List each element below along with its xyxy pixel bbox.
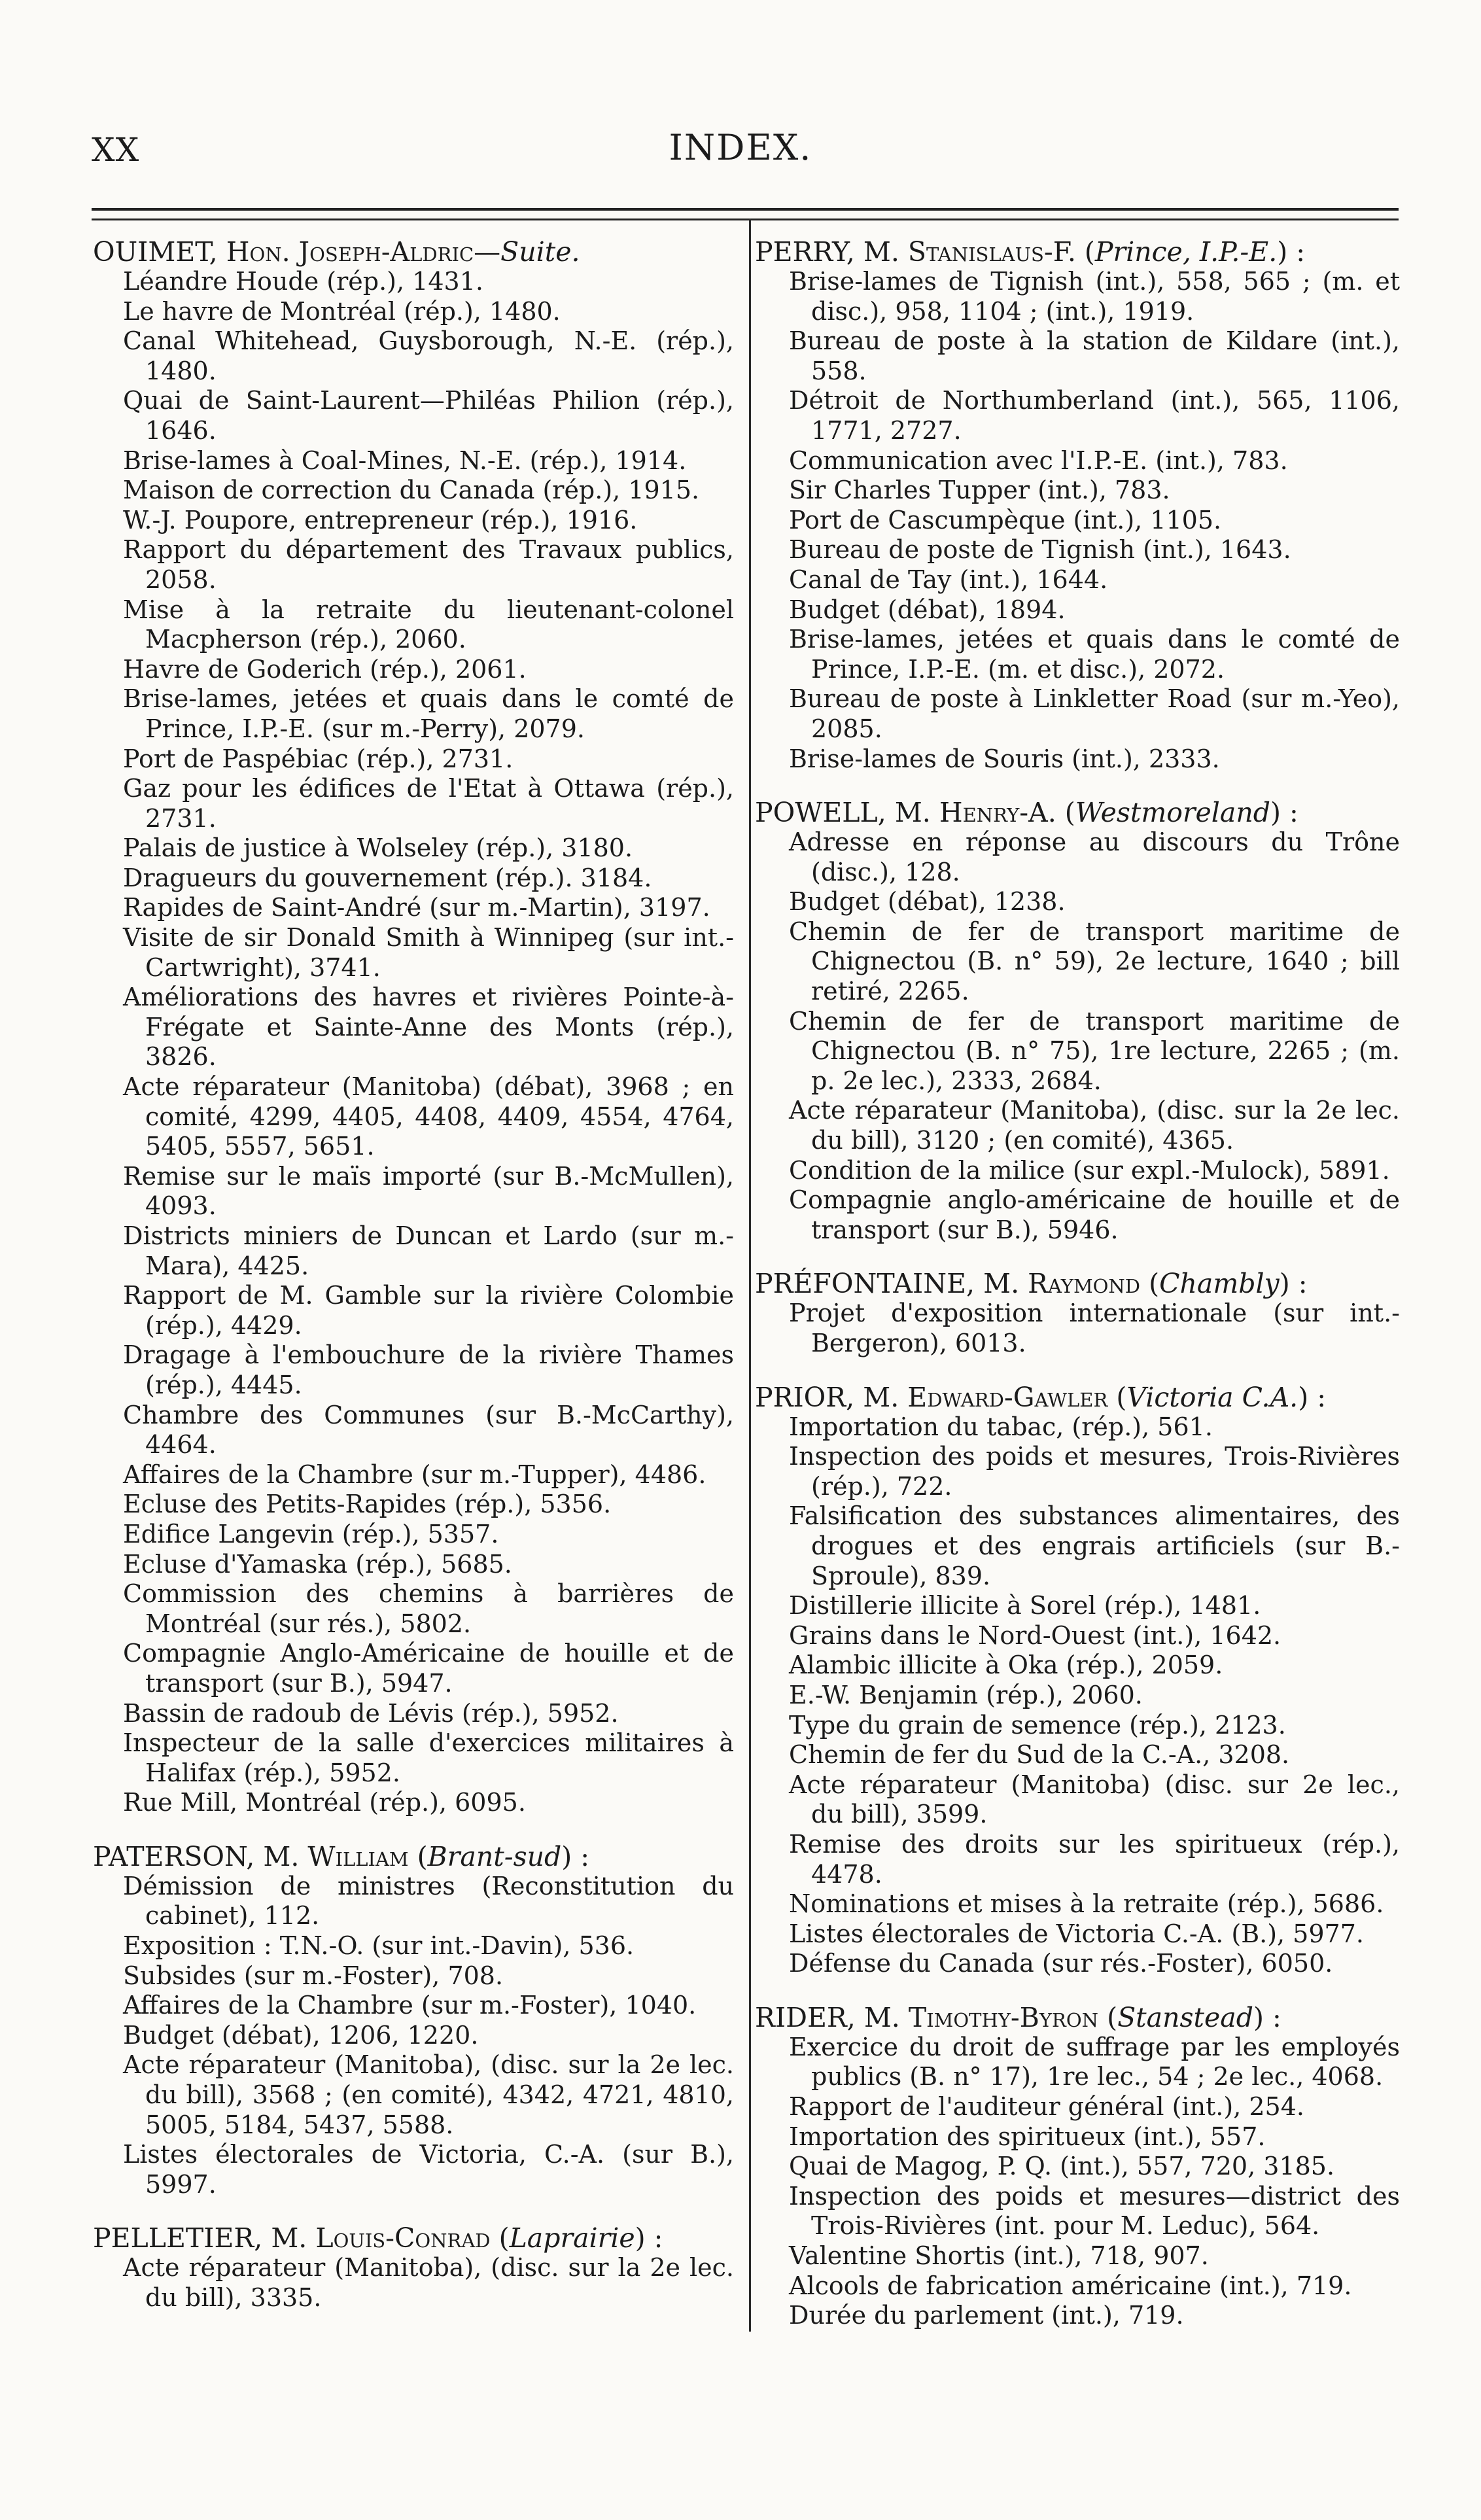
member-title: M. Edward-Gawler bbox=[863, 1381, 1108, 1413]
index-entry bbox=[755, 797, 1400, 1245]
member-surname: PRÉFONTAINE, bbox=[755, 1268, 975, 1300]
heading-separator: ( bbox=[1075, 236, 1095, 268]
header-rule-top bbox=[92, 208, 1399, 211]
index-item: Durée du parlement (int.), 719. bbox=[789, 2301, 1184, 2330]
index-item: Brise-lames à Coal-Mines, N.-E. (rép.), 1914. bbox=[123, 446, 687, 475]
header-rule-bottom bbox=[92, 219, 1399, 220]
index-item: Brise-lames, jetées et quais dans le comté de Prince, I.P.-E. (sur m.-Perry), 2079. bbox=[123, 684, 734, 743]
member-heading bbox=[93, 237, 734, 267]
index-item: Inspection des poids et mesures—district des Trois-Rivières (int. pour M. Leduc), 564. bbox=[789, 2181, 1400, 2241]
index-item: Acte réparateur (Manitoba) (débat), 3968 ; en comité, 4299, 4405, 4408, 4409, 4554, 4764, 5405, 5557, 5651. bbox=[123, 1072, 734, 1161]
member-surname: PRIOR, bbox=[755, 1381, 855, 1413]
heading-close: ) : bbox=[1298, 1381, 1327, 1413]
heading-close: ) : bbox=[1270, 797, 1298, 829]
member-heading bbox=[755, 237, 1400, 267]
member-title: Hon. Joseph-Aldric bbox=[226, 236, 474, 268]
entry-items bbox=[755, 267, 1400, 774]
index-item: Valentine Shortis (int.), 718, 907. bbox=[789, 2241, 1209, 2271]
index-item: Chemin de fer du Sud de la C.-A., 3208. bbox=[789, 1740, 1290, 1770]
member-surname: PATERSON, bbox=[93, 1840, 255, 1872]
entry-items bbox=[93, 1872, 734, 2200]
member-surname: PERRY, bbox=[755, 236, 855, 268]
left-column bbox=[93, 237, 734, 2337]
index-item: Ecluse d'Yamaska (rép.), 5685. bbox=[123, 1549, 512, 1579]
member-constituency: Laprairie bbox=[509, 2222, 635, 2254]
index-item: Budget (débat), 1238. bbox=[789, 887, 1066, 917]
index-entry bbox=[755, 2003, 1400, 2331]
index-entry bbox=[755, 237, 1400, 774]
heading-separator: ( bbox=[1140, 1268, 1160, 1300]
index-item: Listes électorales de Victoria C.-A. (B.), 5977. bbox=[789, 1919, 1364, 1948]
member-title: M. Timothy-Byron bbox=[863, 2001, 1099, 2033]
index-item: Exposition : T.N.-O. (sur int.-Davin), 536. bbox=[123, 1931, 635, 1961]
heading-separator: — bbox=[474, 236, 501, 268]
index-item: Brise-lames de Tignish (int.), 558, 565 ; (m. et disc.), 958, 1104 ; (int.), 1919. bbox=[789, 267, 1400, 326]
index-item: Canal de Tay (int.), 1644. bbox=[789, 565, 1108, 594]
index-item: Chemin de fer de transport maritime de Chignectou (B. n° 75), 1re lecture, 2265 ; (m. p. 2e lec.), 2333, 2684. bbox=[789, 1006, 1400, 1095]
index-item: Affaires de la Chambre (sur m.-Foster), 1040. bbox=[123, 1991, 697, 2020]
index-item: Rapport de M. Gamble sur la rivière Colombie (rép.), 4429. bbox=[123, 1281, 734, 1340]
member-title: M. William bbox=[263, 1840, 409, 1872]
entry-items bbox=[755, 1299, 1400, 1358]
index-item: Brise-lames, jetées et quais dans le comté de Prince, I.P.-E. (m. et disc.), 2072. bbox=[789, 625, 1400, 684]
index-item: Compagnie Anglo-Américaine de houille et de transport (sur B.), 5947. bbox=[123, 1639, 734, 1698]
member-title: M. Henry-A. bbox=[894, 797, 1056, 829]
index-item: Rapport de l'auditeur général (int.), 254. bbox=[789, 2092, 1304, 2122]
heading-separator: ( bbox=[490, 2222, 510, 2254]
index-item: Nominations et mises à la retraite (rép.), 5686. bbox=[789, 1889, 1384, 1919]
member-heading bbox=[755, 2003, 1400, 2033]
index-item: Condition de la milice (sur expl.-Mulock), 5891. bbox=[789, 1155, 1390, 1185]
index-item: Quai de Magog, P. Q. (int.), 557, 720, 3185. bbox=[789, 2152, 1335, 2181]
member-heading bbox=[93, 2223, 734, 2253]
index-item: Bureau de poste à Linkletter Road (sur m.-Yeo), 2085. bbox=[789, 684, 1400, 743]
index-item: Démission de ministres (Reconstitution du cabinet), 112. bbox=[123, 1871, 734, 1931]
entry-items bbox=[755, 1412, 1400, 1979]
index-entry bbox=[755, 1382, 1400, 1979]
index-entry bbox=[93, 1842, 734, 2200]
index-item: Quai de Saint-Laurent—Philéas Philion (rép.), 1646. bbox=[123, 386, 734, 445]
index-item: Mise à la retraite du lieutenant-colonel Macpherson (rép.), 2060. bbox=[123, 595, 734, 654]
index-item: Maison de correction du Canada (rép.), 1915. bbox=[123, 476, 700, 505]
member-title: M. Raymond bbox=[983, 1268, 1141, 1300]
index-item: Dragage à l'embouchure de la rivière Thames (rép.), 4445. bbox=[123, 1340, 734, 1399]
index-item: Brise-lames de Souris (int.), 2333. bbox=[789, 744, 1220, 773]
index-item: Acte réparateur (Manitoba), (disc. sur la 2e lec. du bill), 3568 ; (en comité), 4342, 4721, 4810, 5005, 5184, 5437, 5588. bbox=[123, 2050, 734, 2139]
index-item: Acte réparateur (Manitoba), (disc. sur la 2e lec. du bill), 3335. bbox=[123, 2253, 734, 2312]
index-item: Défense du Canada (sur rés.-Foster), 6050. bbox=[789, 1949, 1333, 1978]
index-item: Gaz pour les édifices de l'Etat à Ottawa (rép.), 2731. bbox=[123, 774, 734, 833]
index-item: Affaires de la Chambre (sur m.-Tupper), 4486. bbox=[123, 1460, 706, 1489]
index-item: E.-W. Benjamin (rép.), 2060. bbox=[789, 1680, 1143, 1709]
entry-items bbox=[93, 267, 734, 1818]
index-item: Importation des spiritueux (int.), 557. bbox=[789, 2122, 1266, 2151]
member-title: M. Louis-Conrad bbox=[271, 2222, 491, 2254]
entry-items bbox=[755, 828, 1400, 1245]
index-item: Commission des chemins à barrières de Montréal (sur rés.), 5802. bbox=[123, 1579, 734, 1638]
index-item: Ecluse des Petits-Rapides (rép.), 5356. bbox=[123, 1490, 612, 1519]
index-item: Améliorations des havres et rivières Pointe-à-Frégate et Sainte-Anne des Monts (rép.), 3826. bbox=[123, 983, 734, 1072]
index-item: Léandre Houde (rép.), 1431. bbox=[123, 267, 483, 296]
index-item: Budget (débat), 1894. bbox=[789, 595, 1066, 624]
page-number: XX bbox=[92, 131, 140, 169]
page-title: INDEX. bbox=[669, 127, 812, 168]
right-column bbox=[755, 237, 1400, 2354]
member-constituency: Chambly bbox=[1159, 1268, 1280, 1300]
index-item: Acte réparateur (Manitoba), (disc. sur la 2e lec. du bill), 3120 ; (en comité), 4365. bbox=[789, 1096, 1400, 1155]
index-item: Inspecteur de la salle d'exercices militaires à Halifax (rép.), 5952. bbox=[123, 1728, 734, 1787]
heading-close: ) : bbox=[635, 2222, 663, 2254]
index-item: Districts miniers de Duncan et Lardo (sur m.-Mara), 4425. bbox=[123, 1221, 734, 1280]
index-item: Falsification des substances alimentaires, des drogues et des engrais artificiels (sur B.-Sproule), 839. bbox=[789, 1501, 1400, 1590]
index-item: Sir Charles Tupper (int.), 783. bbox=[789, 476, 1170, 505]
index-item: Chambre des Communes (sur B.-McCarthy), 4464. bbox=[123, 1400, 734, 1460]
index-item: Canal Whitehead, Guysborough, N.-E. (rép.), 1480. bbox=[123, 326, 734, 385]
index-item: Type du grain de semence (rép.), 2123. bbox=[789, 1710, 1286, 1740]
heading-close: ) : bbox=[1279, 1268, 1308, 1300]
index-item: Palais de justice à Wolseley (rép.), 3180. bbox=[123, 833, 633, 863]
index-item: Exercice du droit de suffrage par les employés publics (B. n° 17), 1re lec., 54 ; 2e lec., 4068. bbox=[789, 2032, 1400, 2091]
member-surname: POWELL, bbox=[755, 797, 886, 829]
index-item: Port de Paspébiac (rép.), 2731. bbox=[123, 744, 514, 773]
heading-close: ) : bbox=[561, 1840, 590, 1872]
index-item: Chemin de fer de transport maritime de Chignectou (B. n° 59), 2e lecture, 1640 ; bill retiré, 2265. bbox=[789, 917, 1400, 1006]
column-divider bbox=[749, 219, 751, 2332]
member-heading bbox=[755, 1382, 1400, 1412]
member-constituency: Victoria C.A. bbox=[1126, 1381, 1298, 1413]
index-entry bbox=[755, 1269, 1400, 1358]
index-item: Listes électorales de Victoria, C.-A. (sur B.), 5997. bbox=[123, 2140, 734, 2199]
index-item: Remise sur le maïs importé (sur B.-McMullen), 4093. bbox=[123, 1161, 734, 1221]
index-item: Importation du tabac, (rép.), 561. bbox=[789, 1412, 1213, 1441]
heading-separator: ( bbox=[1098, 2001, 1118, 2033]
index-entry bbox=[93, 237, 734, 1818]
index-item: Rapport du département des Travaux publics, 2058. bbox=[123, 535, 734, 594]
member-heading bbox=[755, 1269, 1400, 1299]
index-item: Rue Mill, Montréal (rép.), 6095. bbox=[123, 1788, 526, 1817]
index-entry bbox=[93, 2223, 734, 2313]
index-item: Visite de sir Donald Smith à Winnipeg (sur int.-Cartwright), 3741. bbox=[123, 923, 734, 982]
heading-close: ) : bbox=[1277, 236, 1306, 268]
index-item: Grains dans le Nord-Ouest (int.), 1642. bbox=[789, 1620, 1281, 1650]
index-item: Edifice Langevin (rép.), 5357. bbox=[123, 1519, 499, 1549]
index-item: Alambic illicite à Oka (rép.), 2059. bbox=[789, 1651, 1223, 1680]
member-surname: OUIMET, bbox=[93, 236, 218, 268]
index-item: Subsides (sur m.-Foster), 708. bbox=[123, 1961, 504, 1990]
heading-separator: ( bbox=[1107, 1381, 1127, 1413]
index-item: Remise des droits sur les spiritueux (rép.), 4478. bbox=[789, 1829, 1400, 1889]
member-constituency: Stanstead bbox=[1117, 2001, 1253, 2033]
member-heading bbox=[93, 1842, 734, 1872]
index-item: Port de Cascumpèque (int.), 1105. bbox=[789, 505, 1222, 534]
index-item: Alcools de fabrication américaine (int.), 719. bbox=[789, 2271, 1352, 2300]
index-item: Havre de Goderich (rép.), 2061. bbox=[123, 654, 527, 684]
index-item: Communication avec l'I.P.-E. (int.), 783. bbox=[789, 446, 1288, 475]
entry-items bbox=[755, 2033, 1400, 2331]
index-item: Compagnie anglo-américaine de houille et de transport (sur B.), 5946. bbox=[789, 1185, 1400, 1244]
heading-separator: ( bbox=[1056, 797, 1075, 829]
member-constituency: Prince, I.P.-E. bbox=[1094, 236, 1278, 268]
index-item: Rapides de Saint-André (sur m.-Martin), 3197. bbox=[123, 893, 710, 922]
heading-separator: ( bbox=[408, 1840, 428, 1872]
index-item: Le havre de Montréal (rép.), 1480. bbox=[123, 296, 561, 326]
member-heading bbox=[755, 797, 1400, 828]
member-constituency: Suite. bbox=[500, 236, 580, 268]
member-constituency: Brant-sud bbox=[427, 1840, 562, 1872]
index-item: Bassin de radoub de Lévis (rép.), 5952. bbox=[123, 1698, 619, 1728]
index-item: Distillerie illicite à Sorel (rép.), 1481. bbox=[789, 1591, 1261, 1620]
member-surname: RIDER, bbox=[755, 2001, 856, 2033]
index-item: Bureau de poste de Tignish (int.), 1643. bbox=[789, 535, 1291, 565]
index-item: Adresse en réponse au discours du Trône (disc.), 128. bbox=[789, 828, 1400, 886]
index-item: Acte réparateur (Manitoba) (disc. sur 2e lec., du bill), 3599. bbox=[789, 1770, 1400, 1829]
member-title: M. Stanislaus-F. bbox=[863, 236, 1076, 268]
heading-close: ) : bbox=[1253, 2001, 1281, 2033]
index-item: Projet d'exposition internationale (sur int.-Bergeron), 6013. bbox=[789, 1299, 1400, 1357]
index-item: Inspection des poids et mesures, Trois-Rivières (rép.), 722. bbox=[789, 1442, 1400, 1501]
index-item: Détroit de Northumberland (int.), 565, 1106, 1771, 2727. bbox=[789, 386, 1400, 445]
member-surname: PELLETIER, bbox=[93, 2222, 263, 2254]
member-constituency: Westmoreland bbox=[1075, 797, 1270, 829]
entry-items bbox=[93, 2253, 734, 2313]
index-item: W.-J. Poupore, entrepreneur (rép.), 1916. bbox=[123, 505, 638, 534]
index-item: Bureau de poste à la station de Kildare (int.), 558. bbox=[789, 326, 1400, 385]
index-item: Budget (débat), 1206, 1220. bbox=[123, 2020, 479, 2050]
index-item: Dragueurs du gouvernement (rép.). 3184. bbox=[123, 863, 652, 892]
